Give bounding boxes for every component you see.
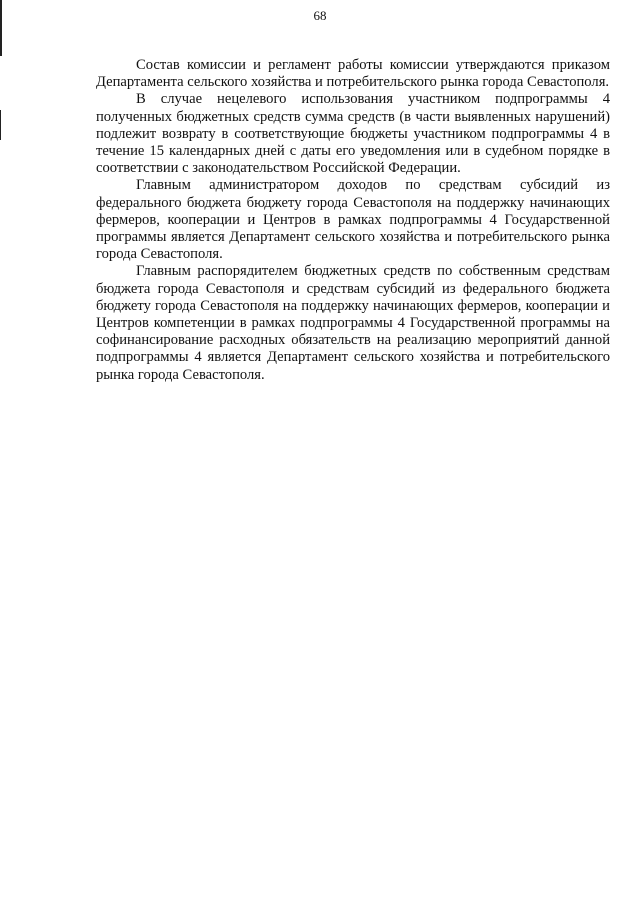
page-number: 68	[313, 8, 327, 23]
scan-edge-mark	[0, 110, 1, 140]
paragraph-budget-manager: Главным распорядителем бюджетных средств по собственным средствам бюджета города Севастополя и средствам субсидий из федерального бюджета бюджету города Севастополя на поддержку начинающих фермеров, кооперации и Центров компетенции в рамках подпрограммы 4 Государственной программы на софинансирование расходных обязательств на реализацию мероприятий данной подпрограммы 4 является Департамент сельского хозяйства и потребительского рынка города Севастополя.	[96, 263, 610, 383]
paragraph-revenue-administrator: Главным администратором доходов по средствам субсидий из федерального бюджета бюджету города Севастополя на поддержку начинающих фермеров, кооперации и Центров в рамках подпрограммы 4 Государственной программы является Департамент сельского хозяйства и потребительского рынка города Севастополя.	[96, 177, 610, 263]
paragraph-commission: Состав комиссии и регламент работы комиссии утверждаются приказом Департамента сельского хозяйства и потребительского рынка города Севастополя.	[96, 57, 610, 91]
body-text	[96, 57, 610, 384]
paragraph-refund: В случае нецелевого использования участником подпрограммы 4 полученных бюджетных средств сумма средств (в части выявленных нарушений) подлежит возврату в соответствующие бюджеты участником подпрограммы 4 в течение 15 календарных дней с даты его уведомления или в судебном порядке в соответствии с законодательством Российской Федерации.	[96, 91, 610, 177]
